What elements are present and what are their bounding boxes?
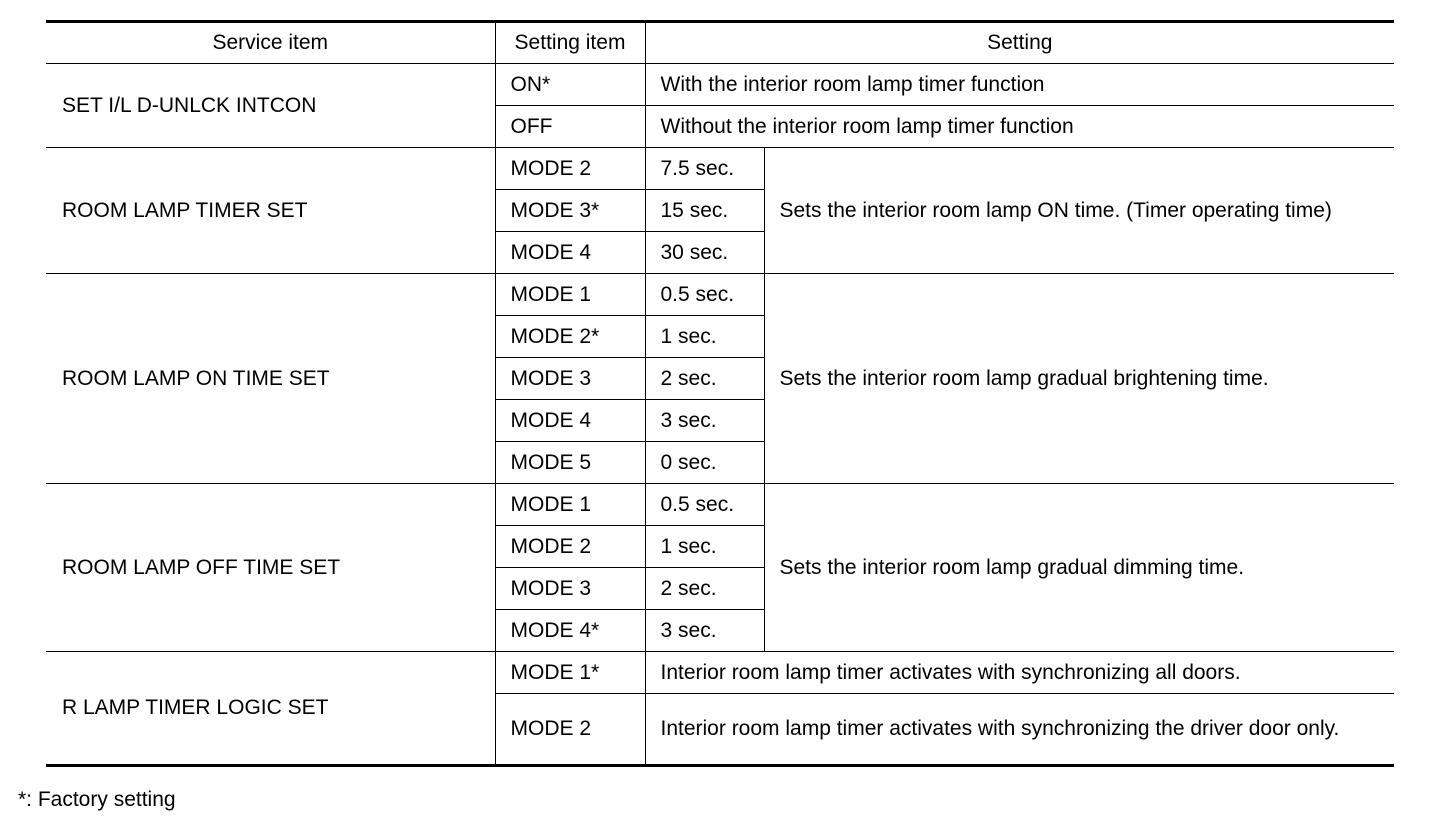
- setting-item-cell: MODE 1: [495, 484, 645, 526]
- table-row: [46, 64, 1394, 106]
- setting-item-cell: MODE 2: [495, 148, 645, 190]
- table-row: [46, 274, 1394, 316]
- setting-item-cell: ON*: [495, 64, 645, 106]
- service-item-cell: SET I/L D-UNLCK INTCON: [46, 64, 495, 148]
- setting-item-cell: MODE 4*: [495, 610, 645, 652]
- setting-item-cell: MODE 2: [495, 694, 645, 766]
- table-row: [46, 652, 1394, 694]
- table-header-row: [46, 22, 1394, 64]
- setting-value-cell: 1 sec.: [645, 316, 764, 358]
- setting-description-cell: Sets the interior room lamp gradual dimming time.: [764, 484, 1394, 652]
- table-row: [46, 484, 1394, 526]
- setting-item-cell: MODE 3*: [495, 190, 645, 232]
- setting-value-cell: 7.5 sec.: [645, 148, 764, 190]
- setting-item-cell: MODE 4: [495, 232, 645, 274]
- setting-item-cell: MODE 1*: [495, 652, 645, 694]
- setting-item-cell: OFF: [495, 106, 645, 148]
- setting-value-cell: 3 sec.: [645, 610, 764, 652]
- setting-value-cell: 3 sec.: [645, 400, 764, 442]
- setting-cell: Without the interior room lamp timer function: [645, 106, 1394, 148]
- setting-value-cell: 2 sec.: [645, 568, 764, 610]
- header-setting-item: Setting item: [495, 22, 645, 64]
- service-item-cell: ROOM LAMP ON TIME SET: [46, 274, 495, 484]
- factory-setting-footnote: *: Factory setting: [18, 788, 176, 811]
- service-settings-table: [46, 20, 1394, 767]
- setting-description-cell: Sets the interior room lamp gradual brightening time.: [764, 274, 1394, 484]
- setting-item-cell: MODE 3: [495, 568, 645, 610]
- service-item-cell: R LAMP TIMER LOGIC SET: [46, 652, 495, 766]
- setting-description-cell: Sets the interior room lamp ON time. (Timer operating time): [764, 148, 1394, 274]
- setting-value-cell: 1 sec.: [645, 526, 764, 568]
- setting-value-cell: 0.5 sec.: [645, 274, 764, 316]
- setting-item-cell: MODE 2: [495, 526, 645, 568]
- setting-item-cell: MODE 5: [495, 442, 645, 484]
- header-service-item: Service item: [46, 22, 495, 64]
- setting-cell: With the interior room lamp timer function: [645, 64, 1394, 106]
- setting-cell: Interior room lamp timer activates with synchronizing the driver door only.: [645, 694, 1394, 766]
- setting-value-cell: 15 sec.: [645, 190, 764, 232]
- service-item-cell: ROOM LAMP OFF TIME SET: [46, 484, 495, 652]
- setting-item-cell: MODE 3: [495, 358, 645, 400]
- setting-value-cell: 30 sec.: [645, 232, 764, 274]
- table-row: [46, 148, 1394, 190]
- setting-item-cell: MODE 2*: [495, 316, 645, 358]
- setting-item-cell: MODE 4: [495, 400, 645, 442]
- header-setting: Setting: [645, 22, 1394, 64]
- setting-item-cell: MODE 1: [495, 274, 645, 316]
- setting-cell: Interior room lamp timer activates with synchronizing all doors.: [645, 652, 1394, 694]
- setting-value-cell: 2 sec.: [645, 358, 764, 400]
- setting-value-cell: 0 sec.: [645, 442, 764, 484]
- service-item-cell: ROOM LAMP TIMER SET: [46, 148, 495, 274]
- setting-value-cell: 0.5 sec.: [645, 484, 764, 526]
